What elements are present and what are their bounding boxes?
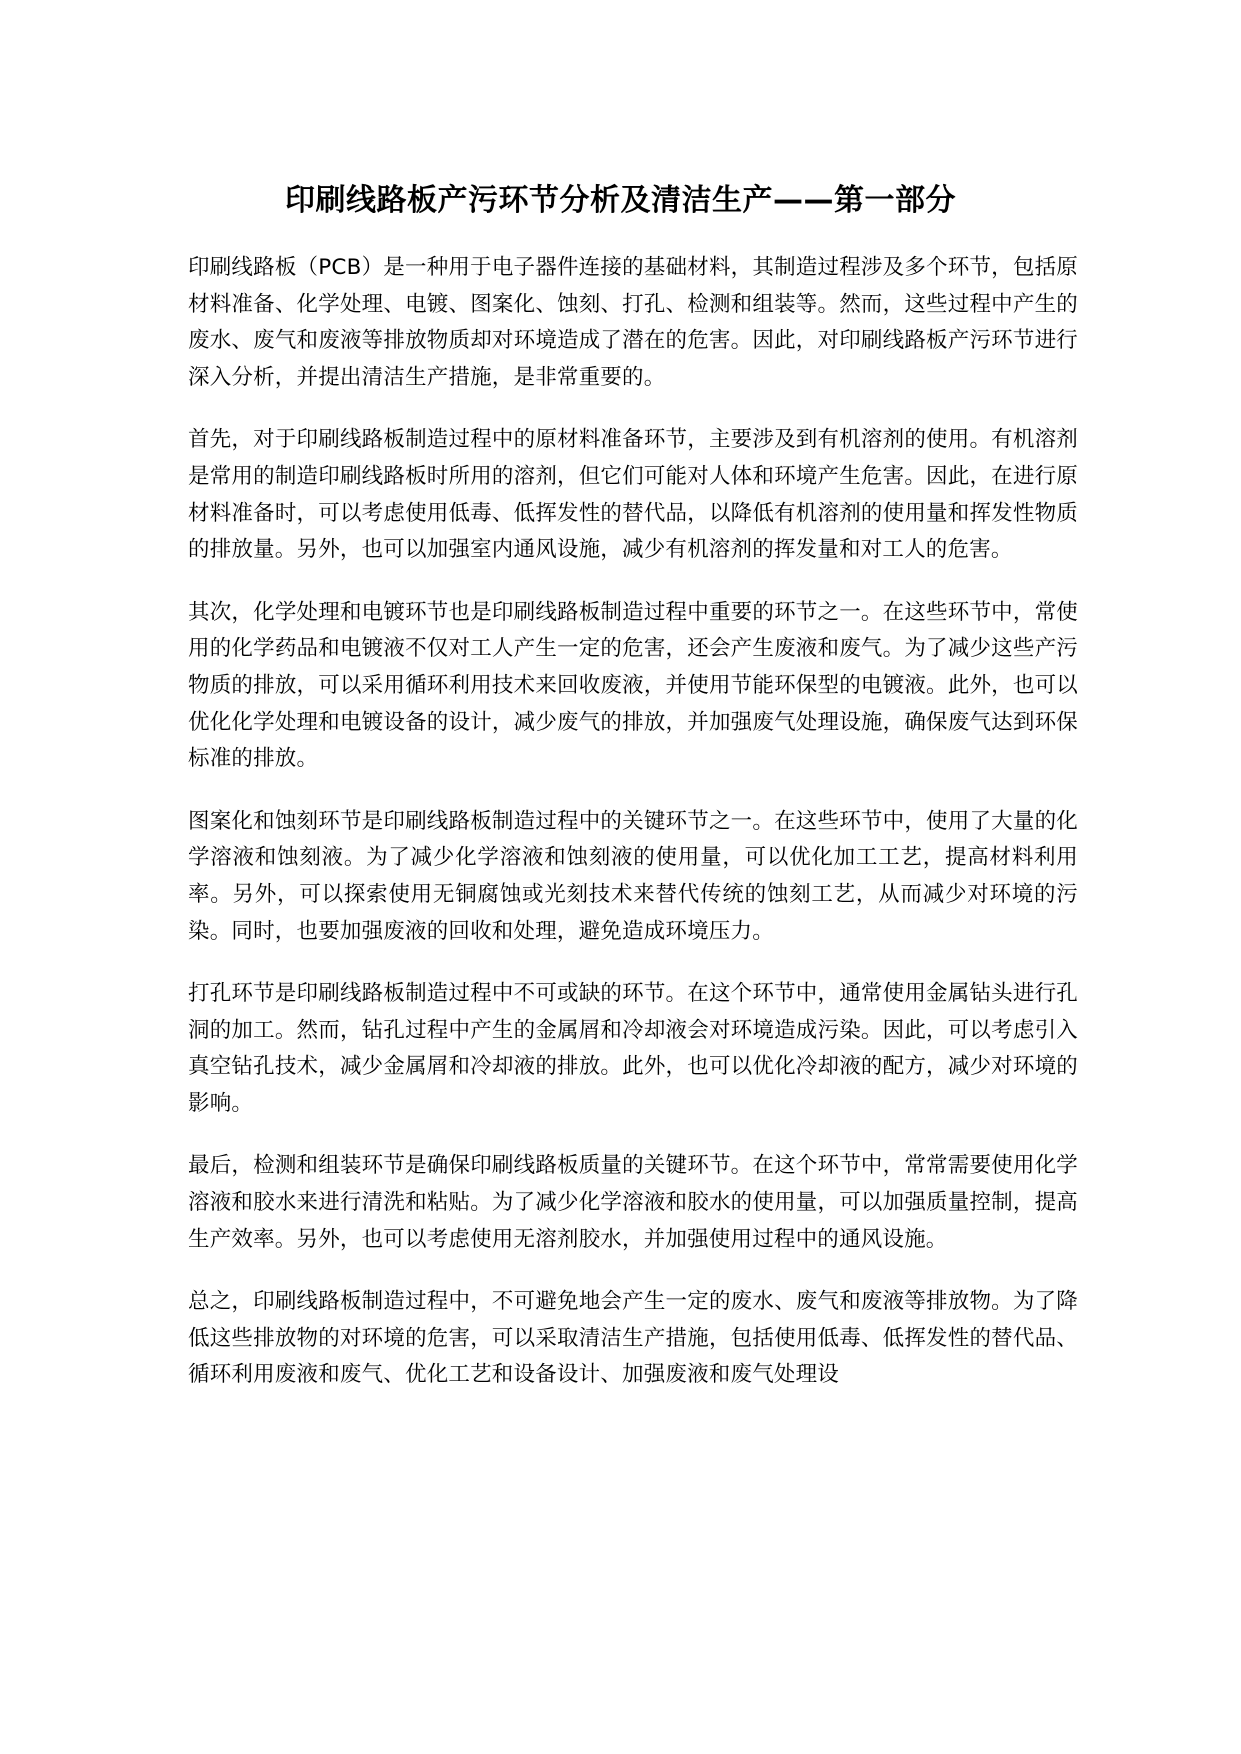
paragraph-drilling: 打孔环节是印刷线路板制造过程中不可或缺的环节。在这个环节中，通常使用金属钻头进行孔洞的加工。然而，钻孔过程中产生的金属屑和冷却液会对环境造成污染。因此，可以考虑引入真空钻孔技术，减少金属屑和冷却液的排放。此外，也可以优化冷却液的配方，减少对环境的影响。 <box>188 981 1078 1116</box>
paragraph-inspection-assembly: 最后，检测和组装环节是确保印刷线路板质量的关键环节。在这个环节中，常常需要使用化学溶液和胶水来进行清洗和粘贴。为了减少化学溶液和胶水的使用量，可以加强质量控制，提高生产效率。另外，也可以考虑使用无溶剂胶水，并加强使用过程中的通风设施。 <box>188 1153 1078 1252</box>
paragraph-patterning-etching: 图案化和蚀刻环节是印刷线路板制造过程中的关键环节之一。在这些环节中，使用了大量的化学溶液和蚀刻液。为了减少化学溶液和蚀刻液的使用量，可以优化加工工艺，提高材料利用率。另外，可以探索使用无铜腐蚀或光刻技术来替代传统的蚀刻工艺，从而减少对环境的污染。同时，也要加强废液的回收和处理，避免造成环境压力。 <box>188 808 1078 944</box>
document-title: 印刷线路板产污环节分析及清洁生产——第一部分 <box>285 183 956 218</box>
paragraph-summary: 总之，印刷线路板制造过程中，不可避免地会产生一定的废水、废气和废液等排放物。为了降低这些排放物的对环境的危害，可以采取清洁生产措施，包括使用低毒、低挥发性的替代品、循环利用废液和废气、优化工艺和设备设计、加强废液和废气处理设 <box>188 1289 1078 1388</box>
document-body <box>188 250 1078 1420</box>
paragraph-intro: 印刷线路板（PCB）是一种用于电子器件连接的基础材料，其制造过程涉及多个环节，包括原材料准备、化学处理、电镀、图案化、蚀刻、打孔、检测和组装等。然而，这些过程中产生的废水、废气和废液等排放物质却对环境造成了潜在的危害。因此，对印刷线路板产污环节进行深入分析，并提出清洁生产措施，是非常重要的。 <box>188 255 1078 390</box>
paragraph-raw-materials: 首先，对于印刷线路板制造过程中的原材料准备环节，主要涉及到有机溶剂的使用。有机溶剂是常用的制造印刷线路板时所用的溶剂，但它们可能对人体和环境产生危害。因此，在进行原材料准备时，可以考虑使用低毒、低挥发性的替代品，以降低有机溶剂的使用量和挥发性物质的排放量。另外，也可以加强室内通风设施，减少有机溶剂的挥发量和对工人的危害。 <box>188 427 1078 563</box>
paragraph-chemical-plating: 其次，化学处理和电镀环节也是印刷线路板制造过程中重要的环节之一。在这些环节中，常使用的化学药品和电镀液不仅对工人产生一定的危害，还会产生废液和废气。为了减少这些产污物质的排放，可以采用循环利用技术来回收废液，并使用节能环保型的电镀液。此外，也可以优化化学处理和电镀设备的设计，减少废气的排放，并加强废气处理设施，确保废气达到环保标准的排放。 <box>188 599 1078 772</box>
